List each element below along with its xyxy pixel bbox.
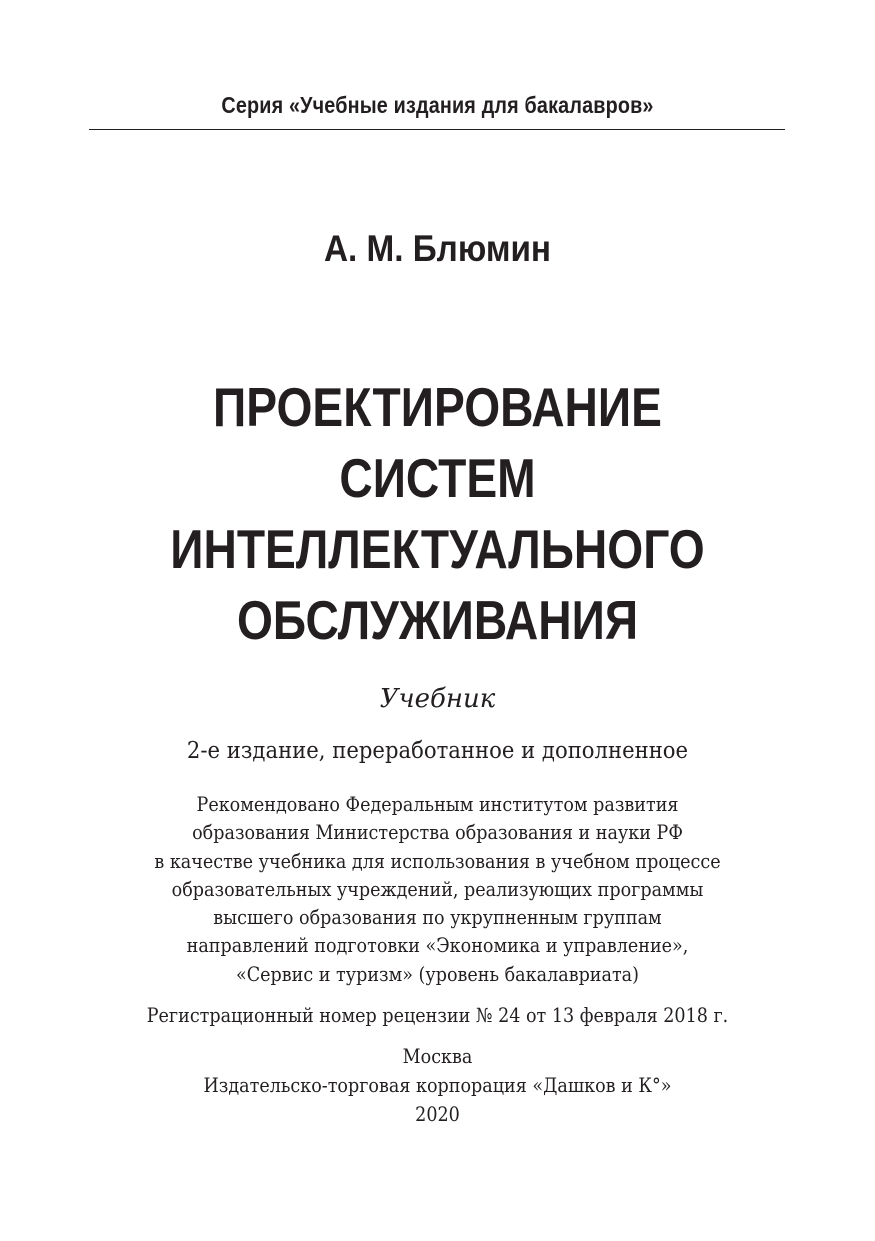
title-line: ИНТЕЛЛЕКТУАЛЬНОГО — [170, 518, 705, 580]
imprint-year: 2020 — [415, 1103, 460, 1126]
book-title — [70, 372, 805, 656]
imprint-city: Москва — [402, 1045, 473, 1068]
series-heading: Серия «Учебные издания для бакалавров» — [221, 92, 654, 118]
recommendation-line: в качестве учебника для использования в учебном процессе — [154, 849, 721, 873]
title-line: СИСТЕМ — [339, 447, 536, 509]
recommendation-line: высшего образования по укрупненным группам — [213, 906, 662, 930]
recommendation-line: «Сервис и туризм» (уровень бакалавриата) — [235, 962, 640, 986]
book-type: Учебник — [379, 684, 496, 714]
recommendation-text — [44, 791, 832, 989]
title-line: ОБСЛУЖИВАНИЯ — [236, 589, 639, 651]
registration-number: Регистрационный номер рецензии № 24 от 13 февраля 2018 г. — [146, 1004, 729, 1027]
title-line: ПРОЕКТИРОВАНИЕ — [213, 376, 662, 438]
recommendation-line: образовательных учреждений, реализующих программы — [171, 877, 704, 901]
recommendation-line: образования Министерства образования и науки РФ — [192, 821, 683, 845]
author-name: А. М. Блюмин — [323, 228, 552, 269]
header-divider — [89, 129, 785, 130]
imprint-publisher: Издательско-торговая корпорация «Дашков и К°» — [203, 1074, 672, 1097]
edition-note: 2-е издание, переработанное и дополненное — [186, 738, 689, 764]
recommendation-line: направлений подготовки «Экономика и управление», — [186, 934, 689, 958]
recommendation-line: Рекомендовано Федеральным институтом развития — [196, 793, 679, 816]
imprint-block — [44, 1042, 832, 1129]
